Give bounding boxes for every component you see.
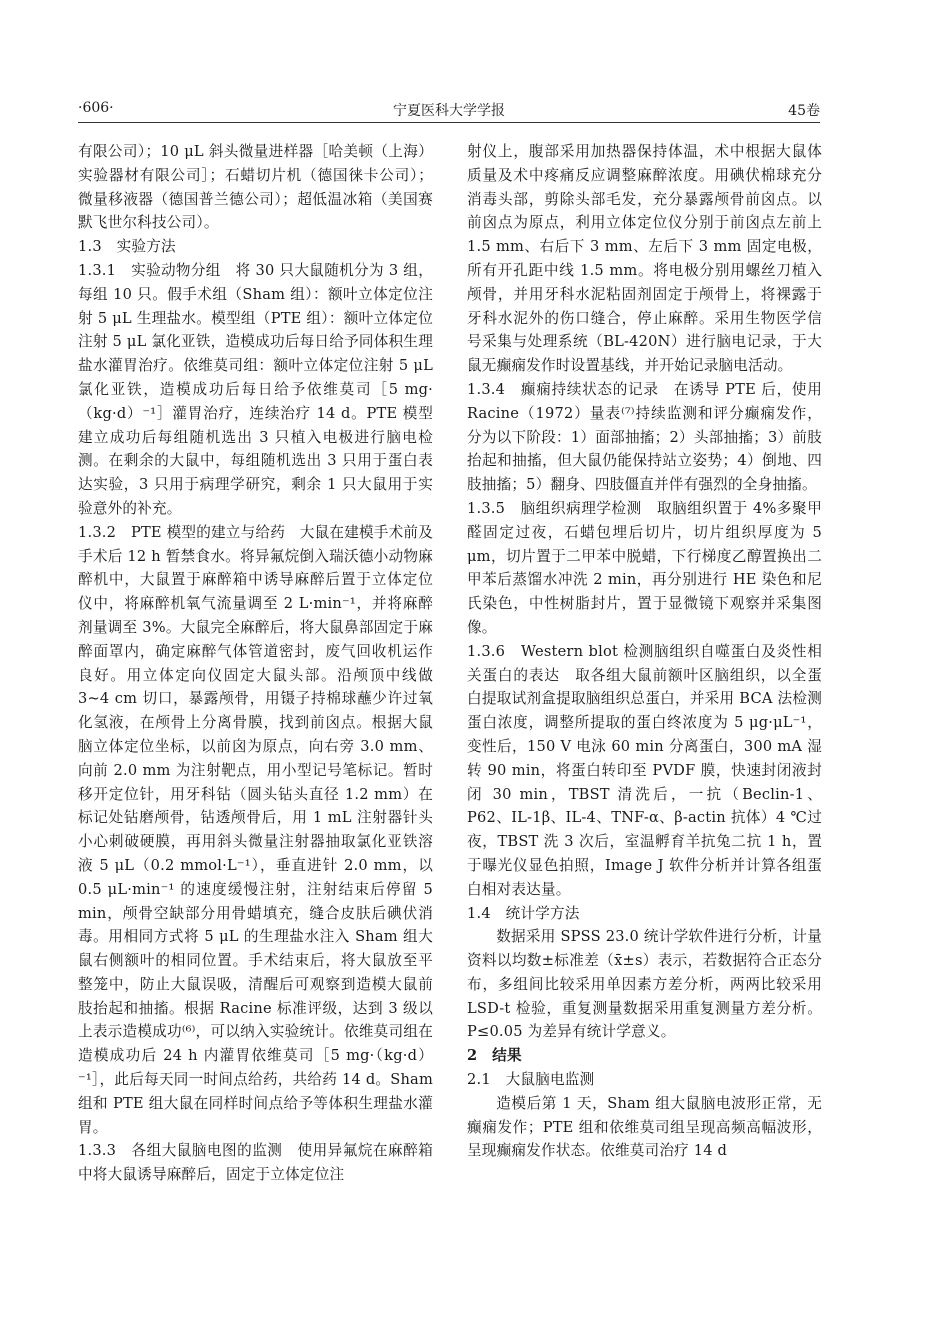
- paragraph: 1.3.2 PTE 模型的建立与给药 大鼠在建模手术前及手术后 12 h 暂禁食水。将异氟烷倒入瑞沃德小动物麻醉机中，大鼠置于麻醉箱中诱导麻醉后置于立体定位仪中，将麻醉机氧气流量调至 2 L·min⁻¹，并将麻醉剂量调至 3%。大鼠完全麻醉后，将大鼠鼻部固定于麻醉面罩内，确定麻醉气体管道密封，废气回收机运作良好。用立体定向仪固定大鼠头部。沿颅顶中线做 3~4 cm 切口，暴露颅骨，用镊子持棉球蘸少许过氧化氢液，在颅骨上分离骨膜，找到前囟点。根据大鼠脑立体定位坐标，以前囟为原点，向右旁 3.0 mm、向前 2.0 mm 为注射靶点，用小型记号笔标记。暂时移开定位针，用牙科钻（圆头钻头直径 1.2 mm）在标记处钻磨颅骨，钻透颅骨后，用 1 mL 注射器针头小心刺破硬膜，再用斜头微量注射器抽取氯化亚铁溶液 5 μL（0.2 mmol·L⁻¹），垂直进针 2.0 mm，以 0.5 μL·min⁻¹ 的速度缓慢注射，注射结束后停留 5 min，颅骨空缺部分用骨蜡填充，缝合皮肤后碘伏消毒。用相同方式将 5 μL 的生理盐水注入 Sham 组大鼠右侧额叶的相同位置。手术结束后，将大鼠放至平整笼中，防止大鼠误吸，清醒后可观察到造模大鼠前肢抬起和抽搐。根据 Racine 标准评级，达到 3 级以上表示造模成功⁽⁶⁾，可以纳入实验统计。依维莫司组在造模成功后 24 h 内灌胃依维莫司［5 mg·（kg·d）⁻¹］，此后每天同一时间点给药，共给药 14 d。Sham 组和 PTE 组大鼠在同样时间点给予等体积生理盐水灌胃。: [78, 523, 433, 1136]
- left-column: [78, 140, 433, 1187]
- section-heading: 1.3 实验方法: [78, 238, 176, 256]
- journal-title: 宁夏医科大学学报: [393, 103, 505, 119]
- paragraph: 1.3.3 各组大鼠脑电图的监测 使用异氟烷在麻醉箱中将大鼠诱导麻醉后，固定于立体定位注: [78, 1142, 433, 1184]
- header-rule: [78, 122, 820, 123]
- paragraph: 造模后第 1 天，Sham 组大鼠脑电波形正常，无癫痫发作；PTE 组和依维莫司组呈现高频高幅波形，呈现癫痫发作状态。依维莫司治疗 14 d: [467, 1094, 822, 1160]
- paragraph: 有限公司）；10 μL 斜头微量进样器［哈美顿（上海）实验器材有限公司］；石蜡切片机（德国徕卡公司）；微量移液器（德国普兰德公司）；超低温冰箱（美国赛默飞世尔科技公司）。: [78, 143, 433, 232]
- page-number: ·606·: [78, 100, 114, 116]
- paragraph: 1.3.4 癫痫持续状态的记录 在诱导 PTE 后，使用 Racine（1972）量表⁽⁷⁾持续监测和评分癫痫发作，分为以下阶段：1）面部抽搐；2）头部抽搐；3）前肢抬起和抽搐，但大鼠仍能保持站立姿势；4）倒地、四肢抽搐；5）翻身、四肢僵直并伴有强烈的全身抽搐。: [467, 380, 822, 494]
- paragraph: 1.3.6 Western blot 检测脑组织自噬蛋白及炎性相关蛋白的表达 取各组大鼠前额叶区脑组织，以全蛋白提取试剂盒提取脑组织总蛋白，并采用 BCA 法检测蛋白浓度，调整所提取的蛋白终浓度为 5 μg·μL⁻¹，变性后，150 V 电泳 60 min 分离蛋白，300 mA 湿转 90 min，将蛋白转印至 PVDF 膜，快速封闭液封闭 30 min，TBST 清洗后，一抗（Beclin-1、P62、IL-1β、IL-4、TNF-α、β-actin 抗体）4 ℃过夜，TBST 洗 3 次后，室温孵育羊抗兔二抗 1 h，置于曝光仪显色拍照，Image J 软件分析并计算各组蛋白相对表达量。: [467, 642, 822, 898]
- right-column: [467, 140, 822, 1163]
- section-heading-results: 2 结果: [467, 1047, 522, 1065]
- paragraph: 射仪上，腹部采用加热器保持体温，术中根据大鼠体质量及术中疼痛反应调整麻醉浓度。用碘伏棉球充分消毒头部，剪除头部毛发，充分暴露颅骨前囟点。以前囟点为原点，利用立体定位仪分别于前囟点左前上 1.5 mm、右后下 3 mm、左后下 3 mm 固定电极，所有开孔距中线 1.5 mm。将电极分别用螺丝刀植入颅骨，并用牙科水泥粘固剂固定于颅骨上，将裸露于牙科水泥外的伤口缝合，停止麻醉。采用生物医学信号采集与处理系统（BL-420N）进行脑电记录，于大鼠无癫痫发作时设置基线，并开始记录脑电活动。: [467, 143, 822, 375]
- running-header: [78, 96, 820, 120]
- paragraph: 1.3.1 实验动物分组 将 30 只大鼠随机分为 3 组，每组 10 只。假手术组（Sham 组）：额叶立体定位注射 5 μL 生理盐水。模型组（PTE 组）：额叶立体定位注射 5 μL 氯化亚铁，造模成功后每日给予同体积生理盐水灌胃治疗。依维莫司组：额叶立体定位注射 5 μL 氯化亚铁，造模成功后每日给予依维莫司［5 mg·（kg·d）⁻¹］灌胃治疗，连续治疗 14 d。PTE 模型建立成功后每组随机选出 3 只植入电极进行脑电检测。在剩余的大鼠中，每组随机选出 3 只用于蛋白表达实验，3 只用于病理学研究，剩余 1 只大鼠用于实验意外的补充。: [78, 261, 433, 517]
- volume-label: 45卷: [788, 103, 820, 119]
- section-heading: 1.4 统计学方法: [467, 904, 580, 922]
- paragraph: 1.3.5 脑组织病理学检测 取脑组织置于 4%多聚甲醛固定过夜，石蜡包埋后切片，切片组织厚度为 5 μm，切片置于二甲苯中脱蜡，下行梯度乙醇置换出二甲苯后蒸馏水冲洗 2 min，再分别进行 HE 染色和尼氏染色，中性树脂封片，置于显微镜下观察并采集图像。: [467, 499, 822, 636]
- paragraph: 数据采用 SPSS 23.0 统计学软件进行分析，计量资料以均数±标准差（x̄±s）表示，若数据符合正态分布，多组间比较采用单因素方差分析，两两比较采用 LSD-t 检验，重复测量数据采用重复测量方差分析。P≤0.05 为差异有统计学意义。: [467, 928, 822, 1041]
- section-heading: 2.1 大鼠脑电监测: [467, 1071, 595, 1089]
